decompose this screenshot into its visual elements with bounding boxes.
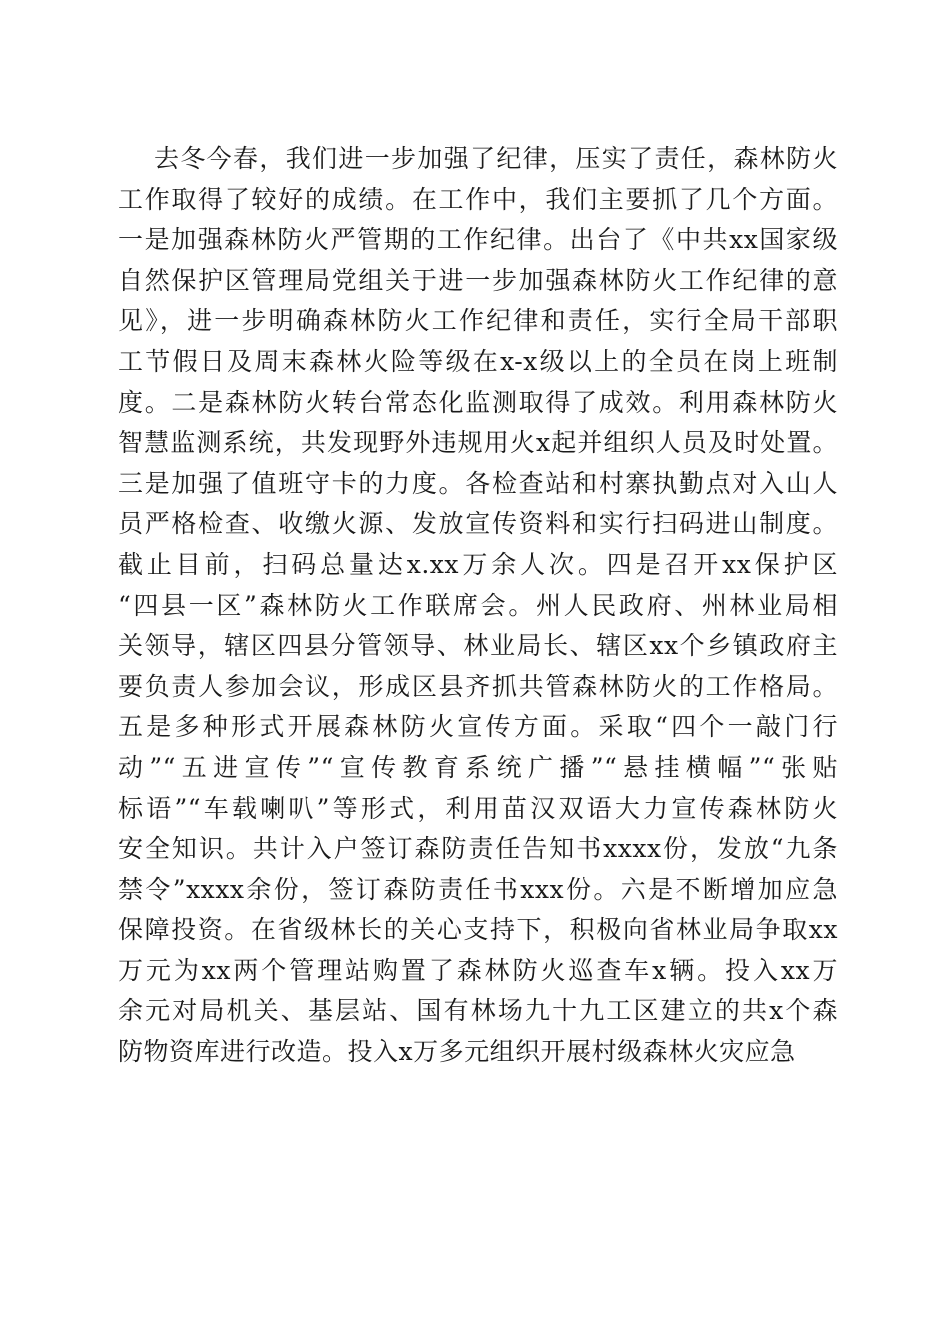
text-line: 自然保护区管理局党组关于进一步加强森林防火工作纪律的意 — [118, 265, 838, 295]
text-line: 防物资库进行改造。投入x万多元组织开展村级森林火灾应急 — [118, 1037, 796, 1067]
text-line: “四县一区”森林防火工作联席会。州人民政府、州林业局相 — [118, 590, 838, 620]
text-line: 三是加强了值班守卡的力度。各检查站和村寨执勤点对入山人 — [118, 468, 838, 498]
text-line: 智慧监测系统，共发现野外违规用火x起并组织人员及时处置。 — [118, 428, 838, 458]
text-line: 关领导，辖区四县分管领导、林业局长、辖区xx个乡镇政府主 — [118, 631, 838, 661]
text-line: 万元为xx两个管理站购置了森林防火巡查车x辆。投入xx万 — [118, 955, 838, 985]
text-line: 见》，进一步明确森林防火工作纪律和责任，实行全局干部职 — [118, 306, 838, 336]
text-line: 员严格检查、收缴火源、发放宣传资料和实行扫码进山制度。 — [118, 509, 838, 539]
text-line: 禁令”xxxx余份，签订森防责任书xxx份。六是不断增加应急 — [118, 874, 838, 904]
text-line: 去冬今春，我们进一步加强了纪律，压实了责任，森林防火 — [154, 144, 838, 173]
text-line: 要负责人参加会议，形成区县齐抓共管森林防火的工作格局。 — [118, 671, 838, 701]
body-paragraph — [118, 139, 838, 1073]
text-line: 一是加强森林防火严管期的工作纪律。出台了《中共xx国家级 — [118, 225, 838, 255]
text-line: 截止目前，扫码总量达x.xx万余人次。四是召开xx保护区 — [118, 549, 838, 579]
text-line: 保障投资。在省级林长的关心支持下，积极向省林业局争取xx — [118, 915, 838, 945]
text-line: 工节假日及周末森林火险等级在x-x级以上的全员在岗上班制 — [118, 346, 838, 376]
text-line: 五是多种形式开展森林防火宣传方面。采取“四个一敲门行 — [118, 712, 838, 742]
text-line: 安全知识。共计入户签订森防责任告知书xxxx份，发放“九条 — [118, 834, 838, 864]
text-line: 工作取得了较好的成绩。在工作中，我们主要抓了几个方面。 — [118, 184, 838, 214]
text-line: 度。二是森林防火转台常态化监测取得了成效。利用森林防火 — [118, 387, 838, 417]
text-line: 动”“五进宣传”“宣传教育系统广播”“悬挂横幅”“张贴 — [118, 752, 838, 782]
text-line: 标语”“车载喇叭”等形式，利用苗汉双语大力宣传森林防火 — [118, 793, 838, 823]
text-line: 余元对局机关、基层站、国有林场九十九工区建立的共x个森 — [118, 996, 838, 1026]
